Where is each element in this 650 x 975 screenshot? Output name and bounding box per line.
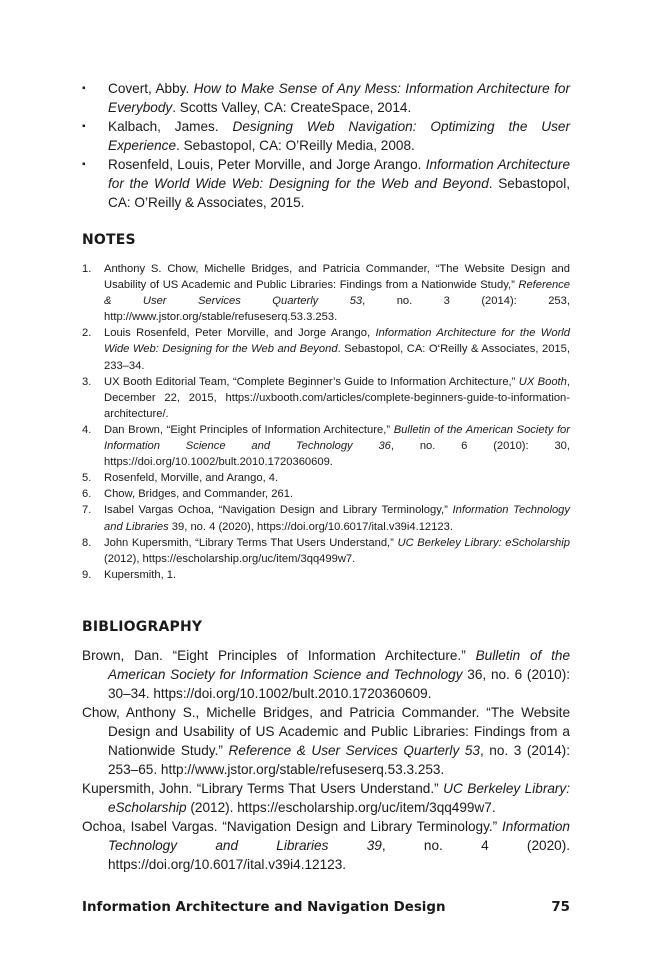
bibliography-entry: Ochoa, Isabel Vargas. “Navigation Design and Library Terminology.” Information Technology and Libraries 39, no. 4 (2020). https://doi.org/10.6017/ital.v39i4.12123. (82, 819, 570, 872)
bibliography-heading: BIBLIOGRAPHY (82, 619, 203, 635)
bibliography-entry: Kupersmith, John. “Library Terms That Users Understand.” UC Berkeley Library: eScholarship (2012). https://escholarship.org/uc/item/3qq499w7. (82, 781, 571, 815)
note-number: 5. (82, 472, 92, 485)
bullet-icon: ▪ (82, 121, 86, 132)
note-number: 9. (82, 568, 92, 581)
bibliography-entry: Brown, Dan. “Eight Principles of Information Architecture.” Bulletin of the American Society for Information Science and Technology 36, no. 6 (2010): 30–34. https://doi.org/10.1002/bult.2010.1720360609. (82, 648, 571, 701)
page-number: 75 (551, 900, 570, 915)
note-item: 9. Kupersmith, 1. (82, 567, 570, 583)
note-item: 7. Isabel Vargas Ochoa, “Navigation Design and Library Terminology,” Information Technology and Libraries 39, no. 4 (2020), https://doi.org/10.6017/ital.v39i4.12123. (82, 504, 570, 533)
notes-list (82, 261, 570, 583)
note-number: 3. (82, 375, 92, 388)
note-item: 3. UX Booth Editorial Team, “Complete Beginner’s Guide to Information Architecture,” UX Booth, December 22, 2015, https://uxbooth.com/articles/complete-beginners-guide-to-information-architecture/. (82, 375, 570, 420)
note-number: 1. (82, 263, 92, 275)
note-item: 2. Louis Rosenfeld, Peter Morville, and Jorge Arango, Information Architecture for the World Wide Web: Designing for the Web and Beyond. Sebastopol, CA: O‘Reilly & Associates, 2015, 233–34. (82, 327, 571, 372)
notes-heading: NOTES (82, 232, 136, 248)
reading-list-item: ▪ Kalbach, James. Designing Web Navigation: Optimizing the User Experience. Sebastopol, CA: O’Reilly Media, 2008. (82, 119, 570, 153)
note-number: 2. (82, 327, 92, 340)
bibliography-list (82, 646, 570, 874)
note-item: 6. Chow, Bridges, and Commander, 261. (82, 486, 570, 502)
reading-list-item: ▪ Covert, Abby. How to Make Sense of Any Mess: Information Architecture for Everybody. Scotts Valley, CA: CreateSpace, 2014. (82, 81, 570, 115)
reading-list (82, 79, 570, 212)
bibliography-entry: Chow, Anthony S., Michelle Bridges, and Patricia Commander. “The Website Design and Usability of US Academic and Public Libraries: Findings from a Nationwide Study.” Reference & User Services Quarterly 53, no. 3 (2014): 253–65. http://www.jstor.org/stable/refuseserq.53.3.253. (82, 705, 570, 777)
note-number: 6. (82, 488, 92, 501)
note-item: 8. John Kupersmith, “Library Terms That Users Understand,” UC Berkeley Library: eScholarship (2012), https://escholarship.org/uc/item/3qq499w7. (82, 536, 570, 565)
bullet-icon: ▪ (82, 159, 86, 170)
note-item: 4. Dan Brown, “Eight Principles of Information Architecture,” Bulletin of the American Society for Information Science and Technology 36, no. 6 (2010): 30, https://doi.org/10.1002/bult.2010.1720360609. (82, 423, 570, 469)
note-item: 1. Anthony S. Chow, Michelle Bridges, and Patricia Commander, “The Website Design and Usability of US Academic and Public Libraries: Findings from a Nationwide Study,” Reference & User Services Quarterly 53, no. 3 (2014): 253, http://www.jstor.org/stable/refuseserq.53.3.253. (82, 263, 570, 324)
bullet-icon: ▪ (82, 83, 86, 94)
note-number: 4. (82, 423, 92, 436)
note-number: 8. (82, 536, 92, 549)
note-number: 7. (82, 504, 92, 517)
running-footer-title: Information Architecture and Navigation Design (82, 900, 446, 915)
note-item: 5. Rosenfeld, Morville, and Arango, 4. (82, 470, 570, 486)
reading-list-item: ▪ Rosenfeld, Louis, Peter Morville, and Jorge Arango. Information Architecture for the World Wide Web: Designing for the Web and Beyond. Sebastopol, CA: O’Reilly & Associates, 2015. (82, 157, 571, 210)
